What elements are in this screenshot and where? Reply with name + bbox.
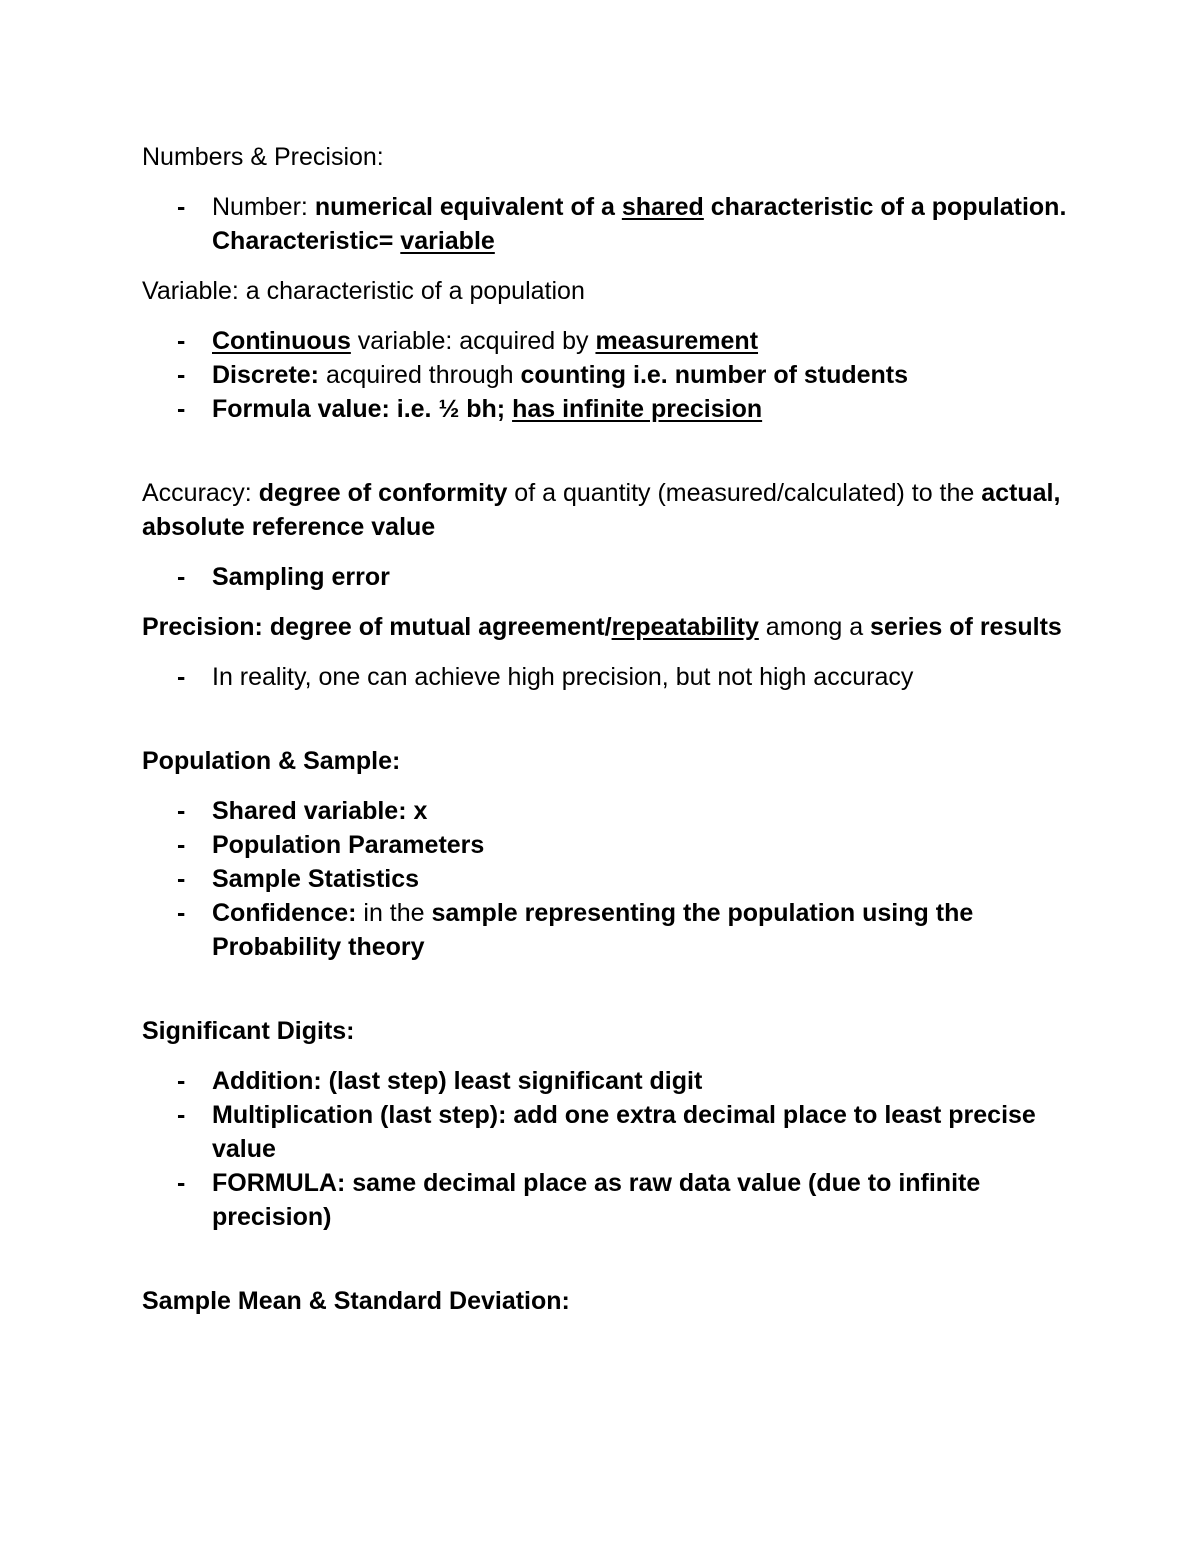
item-label: Number: <box>212 193 315 221</box>
list-item-continuous <box>142 324 1072 358</box>
list-item-confidence <box>142 896 1072 964</box>
heading-significant-digits: Significant Digits: <box>142 1017 355 1045</box>
text-probability-theory: sample representing the population using the Probability theory <box>212 899 974 961</box>
text-fragment: characteristic of a population. Characteristic= <box>212 193 1067 255</box>
text-formula-value: Formula value: i.e. ½ bh; <box>212 395 513 423</box>
list-precision <box>142 660 1072 694</box>
text-counting: counting i.e. number of students <box>520 361 909 389</box>
text-repeatability: repeatability <box>611 613 759 641</box>
text-fragment: acquired through <box>319 361 521 389</box>
text-discrete: Discrete: <box>212 361 319 389</box>
list-item-addition: - Addition: (last step) least significant digit <box>142 1064 1072 1098</box>
list-item-reality: - In reality, one can achieve high precision, but not high accuracy <box>142 660 1072 694</box>
list-item-population-parameters: - Population Parameters <box>142 828 1072 862</box>
text-fragment: variable: acquired by <box>350 327 596 355</box>
text-measurement: measurement <box>595 327 759 355</box>
document-page <box>142 140 1072 1318</box>
text-infinite-precision: has infinite precision <box>512 395 763 423</box>
text-variable: variable <box>400 227 495 255</box>
list-accuracy <box>142 560 1072 594</box>
text-shared: shared <box>621 193 704 221</box>
text-reference-value: actual, absolute reference value <box>142 479 1061 541</box>
text-confidence: Confidence: <box>212 899 364 927</box>
text-fragment: in the <box>363 899 432 927</box>
text-degree-of-conformity: degree of conformity <box>258 479 508 507</box>
text-continuous: Continuous <box>212 327 351 355</box>
list-item-sample-statistics: - Sample Statistics <box>142 862 1072 896</box>
paragraph-accuracy <box>142 476 1072 544</box>
list-item-number <box>142 190 1072 258</box>
heading-population-sample: Population & Sample: <box>142 747 401 775</box>
list-variable <box>142 324 1072 426</box>
text-precision-definition: Precision: degree of mutual agreement/ <box>142 613 612 641</box>
list-item-discrete <box>142 358 1072 392</box>
list-item-multiplication: - Multiplication (last step): add one extra decimal place to least precise value <box>142 1098 1072 1166</box>
paragraph-precision <box>142 610 1072 644</box>
heading-numbers-precision: Numbers & Precision: <box>142 143 384 171</box>
list-numbers <box>142 190 1072 258</box>
list-item-formula-value <box>142 392 1072 426</box>
text-fragment: of a quantity (measured/calculated) to the <box>507 479 982 507</box>
list-item-sampling-error: - Sampling error <box>142 560 1072 594</box>
text-fragment: among a <box>758 613 871 641</box>
text-accuracy-label: Accuracy: <box>142 479 259 507</box>
text-series-of-results: series of results <box>870 613 1062 641</box>
list-population <box>142 794 1072 964</box>
heading-variable: Variable: a characteristic of a population <box>142 277 585 305</box>
list-item-shared-variable: - Shared variable: x <box>142 794 1072 828</box>
list-item-formula: - FORMULA: same decimal place as raw data value (due to infinite precision) <box>142 1166 1072 1234</box>
heading-sample-mean-sd: Sample Mean & Standard Deviation: <box>142 1287 570 1315</box>
text-fragment: numerical equivalent of a <box>314 193 622 221</box>
list-significant-digits <box>142 1064 1072 1234</box>
